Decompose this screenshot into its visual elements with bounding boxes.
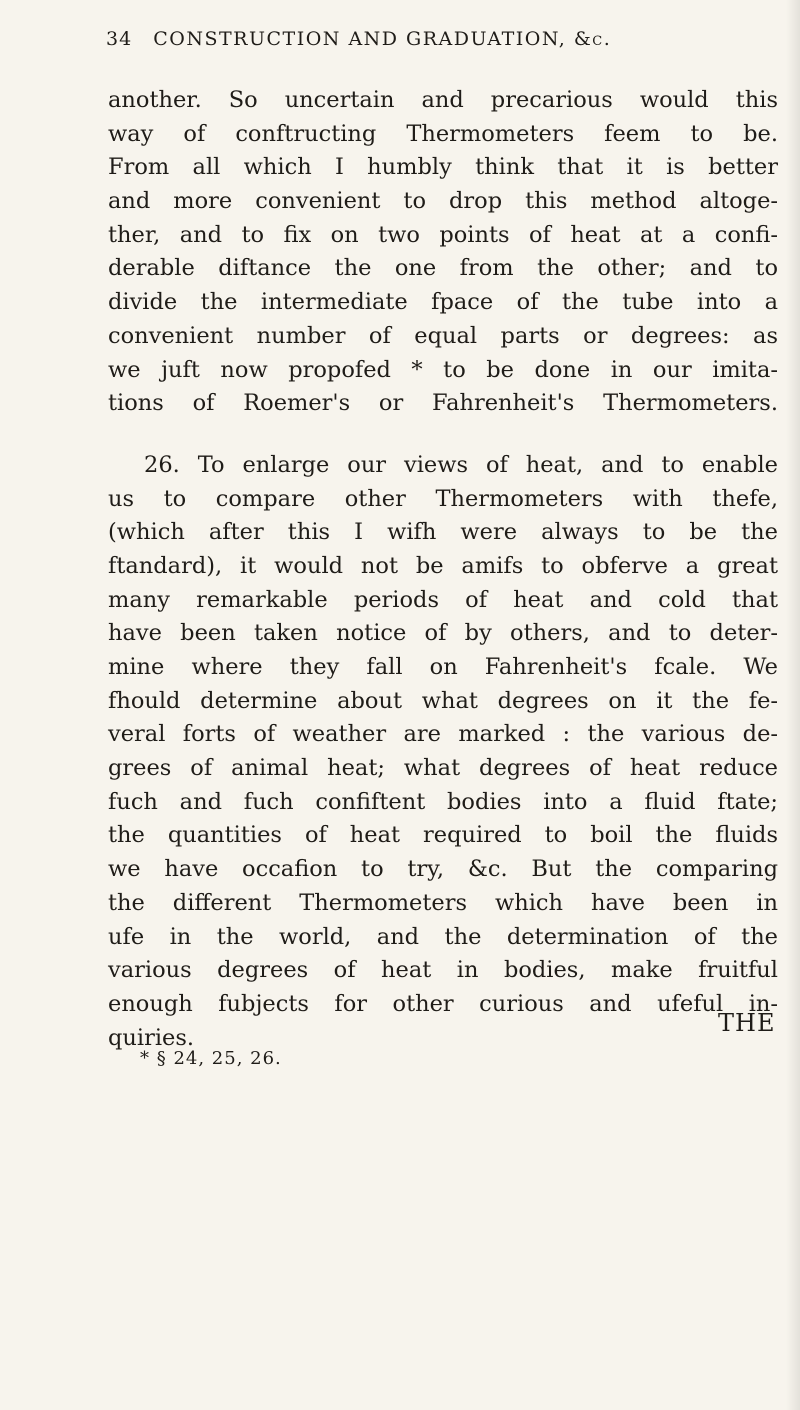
text-line: ufe in the world, and the determination of the bbox=[108, 923, 778, 950]
text-line: way of conftructing Thermometers feem to be. bbox=[108, 120, 778, 147]
text-line: From all which I humbly think that it is better bbox=[108, 154, 778, 181]
text-line: derable diftance the one from the other; and to bbox=[108, 255, 778, 282]
running-head bbox=[106, 28, 706, 50]
paragraph-2 bbox=[108, 449, 778, 1055]
running-title: CONSTRUCTION AND GRADUATION, &c. bbox=[153, 28, 612, 50]
text-line: have been taken notice of by others, and to deter- bbox=[108, 620, 778, 647]
catchword: THE bbox=[718, 1009, 776, 1037]
text-line: us to compare other Thermometers with thefe, bbox=[108, 485, 778, 512]
text-line: ftandard), it would not be amifs to obferve a great bbox=[108, 552, 778, 579]
text-line: veral forts of weather are marked : the various de- bbox=[108, 721, 778, 748]
page-edge-shadow bbox=[786, 0, 800, 1410]
text-line: various degrees of heat in bodies, make fruitful bbox=[108, 957, 778, 984]
text-line: ther, and to fix on two points of heat at a confi- bbox=[108, 221, 778, 248]
text-line: and more convenient to drop this method altoge- bbox=[108, 188, 778, 215]
text-line: fuch and fuch confiftent bodies into a fluid ftate; bbox=[108, 788, 778, 815]
text-line: the quantities of heat required to boil the fluids bbox=[108, 822, 778, 849]
paragraph-gap bbox=[108, 421, 778, 449]
page-number: 34 bbox=[106, 28, 133, 50]
footnote: * § 24, 25, 26. bbox=[140, 1048, 282, 1069]
text-line: tions of Roemer's or Fahrenheit's Thermometers. bbox=[108, 390, 778, 417]
text-line: fhould determine about what degrees on it the fe- bbox=[108, 687, 778, 714]
text-line: convenient number of equal parts or degrees: as bbox=[108, 322, 778, 349]
text-line: we have occafion to try, &c. But the comparing bbox=[108, 856, 778, 883]
text-line: 26. To enlarge our views of heat, and to enable bbox=[144, 451, 778, 478]
page-body bbox=[108, 84, 778, 1055]
text-line: we juft now propofed * to be done in our imita- bbox=[108, 356, 778, 383]
text-line: mine where they fall on Fahrenheit's fcale. We bbox=[108, 654, 778, 680]
text-line: (which after this I wifh were always to be the bbox=[108, 519, 778, 546]
text-line: many remarkable periods of heat and cold that bbox=[108, 586, 778, 613]
text-line: another. So uncertain and precarious would this bbox=[108, 87, 778, 113]
text-line: divide the intermediate fpace of the tube into a bbox=[108, 289, 778, 316]
text-line: quiries. bbox=[108, 1024, 195, 1051]
text-line: grees of animal heat; what degrees of heat reduce bbox=[108, 755, 778, 782]
text-line: the different Thermometers which have been in bbox=[108, 889, 778, 916]
text-line: enough fubjects for other curious and ufeful in- bbox=[108, 990, 778, 1017]
paragraph-1 bbox=[108, 84, 778, 421]
